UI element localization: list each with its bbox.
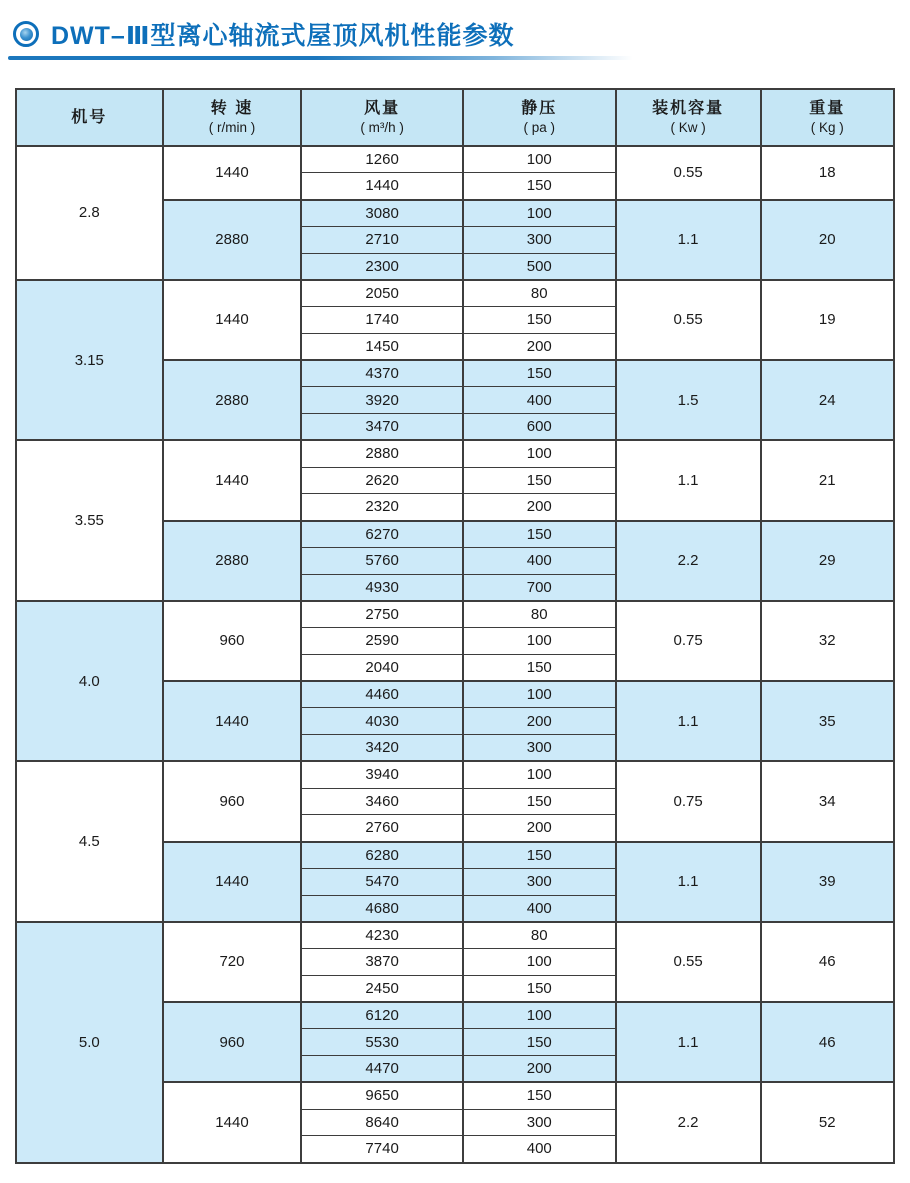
pressure-cell: 150 <box>463 788 616 815</box>
col-header-unit: ( Kw ) <box>670 119 706 135</box>
pressure-cell: 150 <box>463 975 616 1002</box>
airflow-cell: 4370 <box>301 360 463 387</box>
pressure-cell: 80 <box>463 280 616 307</box>
pressure-cell: 200 <box>463 815 616 842</box>
table-row <box>16 761 894 788</box>
weight-cell: 29 <box>761 521 894 601</box>
speed-cell: 960 <box>163 761 302 841</box>
weight-cell: 46 <box>761 1002 894 1082</box>
pressure-cell: 600 <box>463 414 616 441</box>
airflow-cell: 4680 <box>301 895 463 922</box>
table-row <box>16 280 894 307</box>
airflow-cell: 1450 <box>301 333 463 360</box>
pressure-cell: 150 <box>463 1029 616 1056</box>
pressure-cell: 300 <box>463 735 616 762</box>
airflow-cell: 4230 <box>301 922 463 949</box>
col-header-unit: ( Kg ) <box>810 119 844 135</box>
airflow-cell: 4930 <box>301 574 463 601</box>
speed-cell: 960 <box>163 601 302 681</box>
pressure-cell: 100 <box>463 628 616 655</box>
table-row <box>16 601 894 628</box>
capacity-cell: 1.1 <box>616 842 761 922</box>
weight-cell: 46 <box>761 922 894 1002</box>
airflow-cell: 4460 <box>301 681 463 708</box>
weight-cell: 35 <box>761 681 894 761</box>
bullseye-icon <box>13 21 39 47</box>
weight-cell: 52 <box>761 1082 894 1162</box>
airflow-cell: 6280 <box>301 842 463 869</box>
col-header-model <box>16 89 163 146</box>
airflow-cell: 4030 <box>301 708 463 735</box>
col-header-label: 风量 <box>364 100 401 118</box>
pressure-cell: 100 <box>463 200 616 227</box>
airflow-cell: 2750 <box>301 601 463 628</box>
pressure-cell: 150 <box>463 173 616 200</box>
capacity-cell: 2.2 <box>616 1082 761 1162</box>
weight-cell: 39 <box>761 842 894 922</box>
airflow-cell: 4470 <box>301 1056 463 1083</box>
pressure-cell: 100 <box>463 949 616 976</box>
pressure-cell: 500 <box>463 253 616 280</box>
pressure-cell: 200 <box>463 1056 616 1083</box>
pressure-cell: 150 <box>463 1082 616 1109</box>
model-cell: 4.5 <box>16 761 163 922</box>
airflow-cell: 1440 <box>301 173 463 200</box>
airflow-cell: 6270 <box>301 521 463 548</box>
col-header-label: 装机容量 <box>652 100 725 118</box>
capacity-cell: 0.55 <box>616 146 761 200</box>
capacity-cell: 2.2 <box>616 521 761 601</box>
capacity-cell: 1.1 <box>616 440 761 520</box>
pressure-cell: 80 <box>463 601 616 628</box>
weight-cell: 21 <box>761 440 894 520</box>
speed-cell: 1440 <box>163 146 302 200</box>
capacity-cell: 0.55 <box>616 922 761 1002</box>
model-cell: 4.0 <box>16 601 163 762</box>
pressure-cell: 400 <box>463 387 616 414</box>
airflow-cell: 3080 <box>301 200 463 227</box>
pressure-cell: 200 <box>463 494 616 521</box>
airflow-cell: 2880 <box>301 440 463 467</box>
capacity-cell: 1.5 <box>616 360 761 440</box>
page-title: DWT–Ⅲ型离心轴流式屋顶风机性能参数 <box>51 22 515 50</box>
pressure-cell: 100 <box>463 761 616 788</box>
model-cell: 3.55 <box>16 440 163 601</box>
pressure-cell: 150 <box>463 360 616 387</box>
pressure-cell: 400 <box>463 895 616 922</box>
airflow-cell: 3460 <box>301 788 463 815</box>
airflow-cell: 5470 <box>301 868 463 895</box>
airflow-cell: 1260 <box>301 146 463 173</box>
airflow-cell: 2300 <box>301 253 463 280</box>
airflow-cell: 2450 <box>301 975 463 1002</box>
airflow-cell: 2710 <box>301 226 463 253</box>
col-header-unit: ( pa ) <box>523 119 556 135</box>
airflow-cell: 2590 <box>301 628 463 655</box>
speed-cell: 1440 <box>163 440 302 520</box>
table-header-row <box>16 89 894 146</box>
pressure-cell: 700 <box>463 574 616 601</box>
pressure-cell: 100 <box>463 146 616 173</box>
airflow-cell: 2040 <box>301 654 463 681</box>
airflow-cell: 6120 <box>301 1002 463 1029</box>
weight-cell: 34 <box>761 761 894 841</box>
capacity-cell: 0.75 <box>616 601 761 681</box>
speed-cell: 1440 <box>163 681 302 761</box>
airflow-cell: 7740 <box>301 1136 463 1163</box>
pressure-cell: 200 <box>463 333 616 360</box>
speed-cell: 2880 <box>163 360 302 440</box>
airflow-cell: 2050 <box>301 280 463 307</box>
col-header-label: 静压 <box>521 100 558 118</box>
pressure-cell: 100 <box>463 1002 616 1029</box>
weight-cell: 32 <box>761 601 894 681</box>
speed-cell: 1440 <box>163 280 302 360</box>
table-row <box>16 146 894 173</box>
model-cell: 5.0 <box>16 922 163 1163</box>
airflow-cell: 2620 <box>301 467 463 494</box>
weight-cell: 24 <box>761 360 894 440</box>
pressure-cell: 400 <box>463 1136 616 1163</box>
speed-cell: 2880 <box>163 200 302 280</box>
airflow-cell: 2760 <box>301 815 463 842</box>
airflow-cell: 3470 <box>301 414 463 441</box>
pressure-cell: 80 <box>463 922 616 949</box>
title-underline <box>8 56 743 60</box>
table-body <box>16 146 894 1163</box>
col-header-label: 转 速 <box>210 100 254 118</box>
capacity-cell: 1.1 <box>616 1002 761 1082</box>
pressure-cell: 400 <box>463 547 616 574</box>
model-cell: 2.8 <box>16 146 163 280</box>
weight-cell: 20 <box>761 200 894 280</box>
pressure-cell: 150 <box>463 842 616 869</box>
airflow-cell: 2320 <box>301 494 463 521</box>
airflow-cell: 5530 <box>301 1029 463 1056</box>
col-header-airflow <box>301 89 463 146</box>
page-title-row <box>13 16 514 52</box>
pressure-cell: 300 <box>463 868 616 895</box>
airflow-cell: 1740 <box>301 307 463 334</box>
speed-cell: 1440 <box>163 842 302 922</box>
bullseye-core <box>20 28 33 41</box>
speed-cell: 720 <box>163 922 302 1002</box>
table-row <box>16 922 894 949</box>
col-header-weight <box>761 89 894 146</box>
airflow-cell: 8640 <box>301 1109 463 1136</box>
pressure-cell: 100 <box>463 440 616 467</box>
airflow-cell: 3870 <box>301 949 463 976</box>
airflow-cell: 3920 <box>301 387 463 414</box>
pressure-cell: 300 <box>463 226 616 253</box>
airflow-cell: 3940 <box>301 761 463 788</box>
airflow-cell: 3420 <box>301 735 463 762</box>
col-header-unit: ( m³/h ) <box>360 119 404 135</box>
pressure-cell: 200 <box>463 708 616 735</box>
col-header-label: 机号 <box>71 108 108 126</box>
capacity-cell: 0.55 <box>616 280 761 360</box>
speed-cell: 1440 <box>163 1082 302 1162</box>
weight-cell: 18 <box>761 146 894 200</box>
capacity-cell: 1.1 <box>616 200 761 280</box>
pressure-cell: 150 <box>463 521 616 548</box>
pressure-cell: 150 <box>463 307 616 334</box>
pressure-cell: 100 <box>463 681 616 708</box>
speed-cell: 960 <box>163 1002 302 1082</box>
col-header-unit: ( r/min ) <box>208 119 256 135</box>
col-header-pressure <box>463 89 616 146</box>
capacity-cell: 1.1 <box>616 681 761 761</box>
col-header-capacity <box>616 89 761 146</box>
airflow-cell: 9650 <box>301 1082 463 1109</box>
airflow-cell: 5760 <box>301 547 463 574</box>
col-header-label: 重量 <box>809 100 846 118</box>
table-row <box>16 440 894 467</box>
speed-cell: 2880 <box>163 521 302 601</box>
pressure-cell: 150 <box>463 654 616 681</box>
model-cell: 3.15 <box>16 280 163 441</box>
col-header-speed <box>163 89 302 146</box>
pressure-cell: 150 <box>463 467 616 494</box>
capacity-cell: 0.75 <box>616 761 761 841</box>
fan-performance-table <box>15 88 895 1164</box>
weight-cell: 19 <box>761 280 894 360</box>
pressure-cell: 300 <box>463 1109 616 1136</box>
